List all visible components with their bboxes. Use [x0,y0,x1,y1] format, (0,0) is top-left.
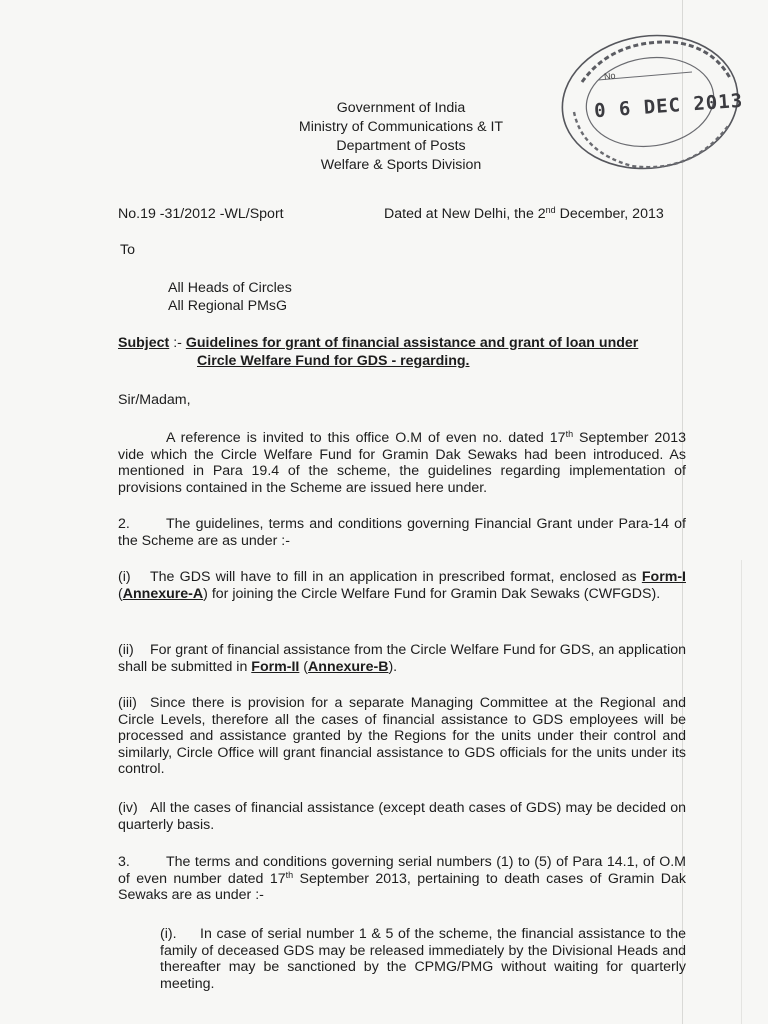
recipients [168,279,292,315]
sub-item-i-number: (i). [160,926,177,942]
subject-line-2: Circle Welfare Fund for GDS - regarding. [197,353,470,369]
to-label: To [120,242,135,258]
item-iii: (iii) Since there is provision for a separate Managing Committee at the Regional and Circle Levels, therefore all the cases of financial assistance to GDS employees will be processed and assistance granted by the Regions for the units under their control and similarly, Circle Office will grant financial assistance to GDS officials for the units under its control. [118,695,686,778]
item-iv: (iv) All the cases of financial assistance (except death cases of GDS) may be decided on quarterly basis. [118,800,686,833]
header-line-department: Department of Posts [336,138,466,154]
item-iii-number: (iii) [118,695,137,711]
paragraph-1: A reference is invited to this office O.M of even no. dated 17th September 2013 vide which the Circle Welfare Fund for Gramin Dak Sewaks had been introduced. As mentioned in Para 19.4 of the scheme, the guidelines regarding implementation of provisions contained in the Scheme are issued here under. [118,429,686,496]
annexure-b-ref: Annexure-B [308,658,389,675]
scan-edge-line [741,560,742,1024]
paragraph-3-number: 3. [118,854,130,870]
reference-number: No.19 -31/2012 -WL/Sport [118,206,284,222]
recipient-heads-of-circles: All Heads of Circles [168,280,292,296]
paragraph-2: 2. The guidelines, terms and conditions governing Financial Grant under Para-14 of the Scheme are as under :- [118,516,686,549]
form-ii-ref: Form-II [251,658,300,675]
sub-item-i: (i). In case of serial number 1 & 5 of the scheme, the financial assistance to the family of deceased GDS may be released immediately by the Divisional Heads and thereafter may be sanctioned by the CPMG/PMG without waiting for quarterly meeting. [160,926,686,992]
letterhead [262,99,540,175]
received-stamp [552,22,748,178]
header-line-division: Welfare & Sports Division [320,157,482,173]
paragraph-3: 3. The terms and conditions governing serial numbers (1) to (5) of Para 14.1, of O.M of even number dated 17th September 2013, pertaining to death cases of Gramin Dak Sewaks are as under :- [118,854,686,904]
form-i-ref: Form-I [641,569,686,585]
subject-label: Subject [118,335,170,351]
item-ii: (ii) For grant of financial assistance from the Circle Welfare Fund for GDS, an application shall be submitted in Form-II (Annexure-B). [118,642,686,675]
dated-line: Dated at New Delhi, the 2nd December, 2013 [384,205,664,222]
header-line-government: Government of India [336,100,466,116]
recipient-regional-pmsg: All Regional PMsG [168,298,288,314]
stamp-date: 0 6 DEC 2013 [593,89,744,123]
salutation: Sir/Madam, [118,392,191,408]
item-i: (i) The GDS will have to fill in an application in prescribed format, enclosed as Form-I (Annexure-A) for joining the Circle Welfare Fund for Gramin Dak Sewaks (CWFGDS). [118,569,686,602]
item-ii-number: (ii) [118,642,134,658]
annexure-a-ref: Annexure-A [122,585,204,602]
item-i-number: (i) [118,569,131,585]
header-line-ministry: Ministry of Communications & IT [298,119,504,135]
subject-block: Subject :- Guidelines for grant of financial assistance and grant of loan under Circle Welfare Fund for GDS - regarding. [118,335,639,369]
stamp-no-label: No [603,70,616,82]
paragraph-2-number: 2. [118,516,130,532]
item-iv-number: (iv) [118,800,138,816]
subject-line-1: Guidelines for grant of financial assistance and grant of loan under [185,335,639,351]
